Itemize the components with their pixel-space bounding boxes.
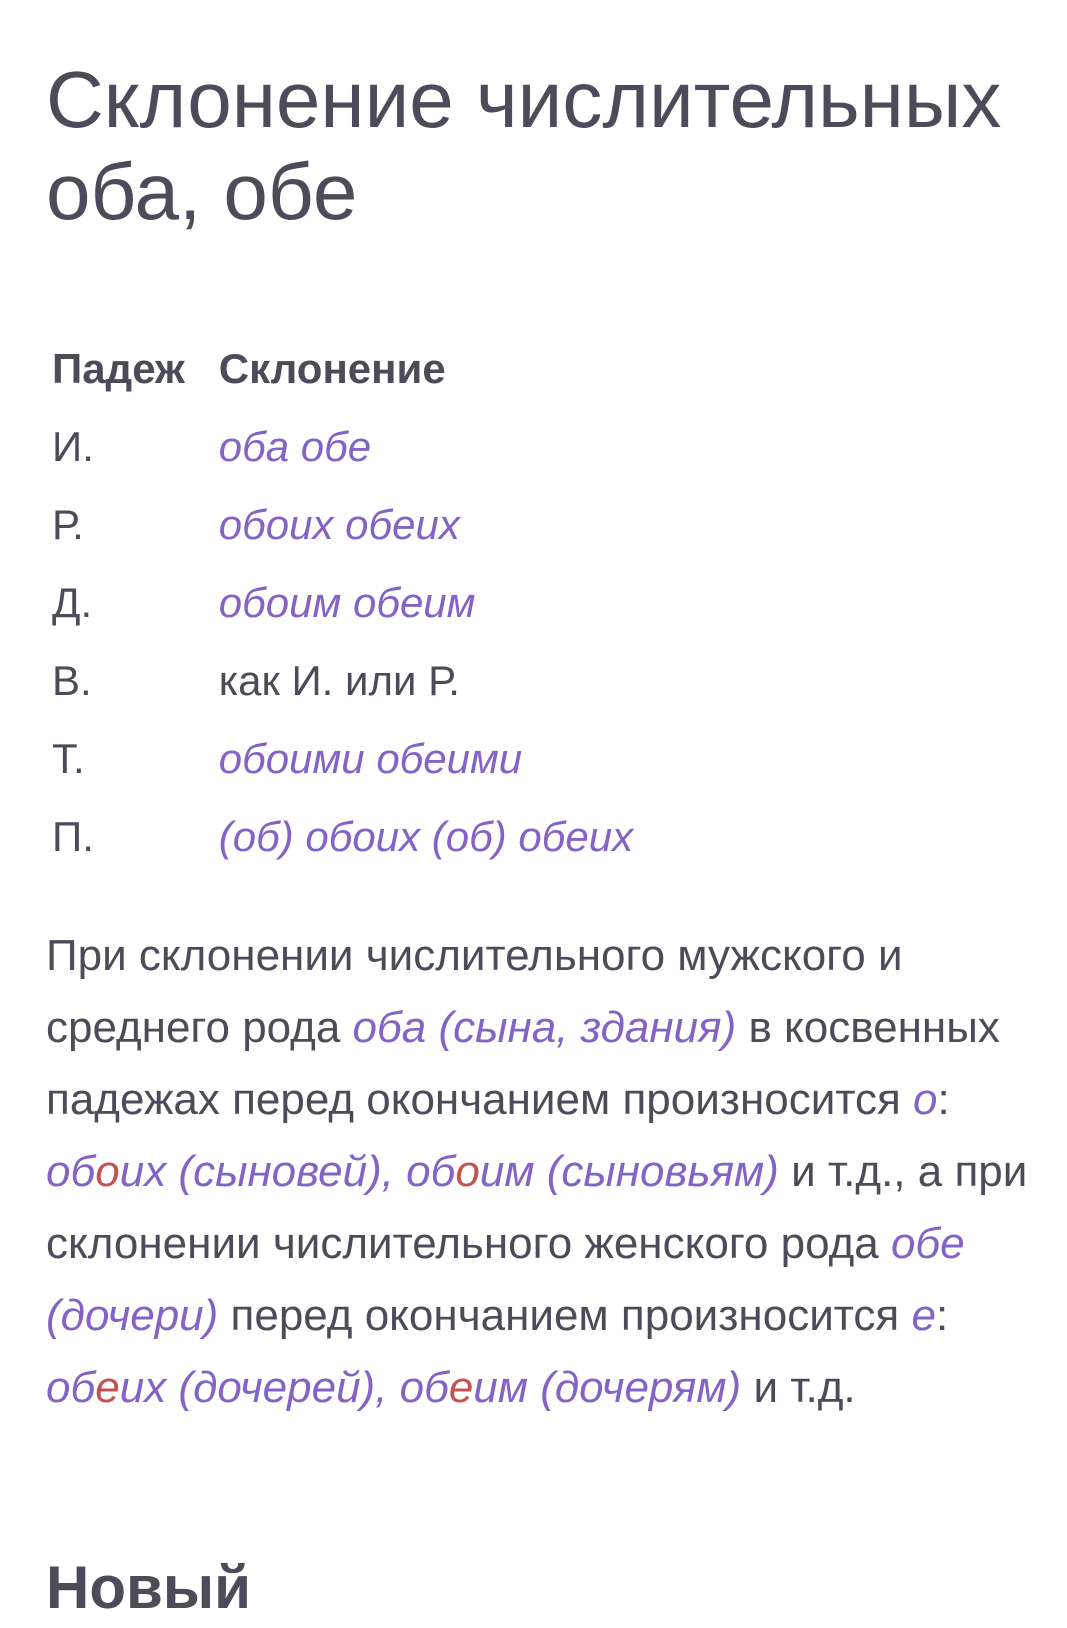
example-run: их (дочерей), об (119, 1363, 449, 1412)
table-row (46, 408, 661, 486)
text-run: При склонении числительного мужского и среднего рода (46, 931, 903, 1052)
header-declension: Склонение (218, 345, 446, 392)
table-row (46, 798, 661, 876)
form-cell: оба обе (218, 423, 372, 470)
highlight-letter: о (95, 1147, 120, 1196)
case-cell: Р. (52, 501, 84, 548)
text-run: перед окончанием произносится (218, 1291, 912, 1340)
case-cell: П. (52, 813, 94, 860)
example-run: им (дочерям) (473, 1363, 742, 1412)
explanation-paragraph (46, 920, 1031, 1424)
form-cell: (об) обоих (об) обеих (218, 813, 634, 860)
text-run: и т.д., а при склонении числительного женского рода (46, 1147, 1028, 1268)
form-cell: обоих обеих (218, 501, 460, 548)
page-title: Склонение числительных оба, обе (46, 55, 1002, 236)
text-run: в косвенных падежах перед окончанием произносится (46, 1003, 1000, 1124)
declension-table (46, 330, 661, 876)
highlight-letter: е (95, 1363, 120, 1412)
form-cell: обоими обеими (218, 735, 523, 782)
example-run: об (46, 1363, 96, 1412)
example-run: оба (сына, здания) (352, 1003, 737, 1052)
table-row (46, 642, 661, 720)
table-row (46, 720, 661, 798)
highlight-letter: о (455, 1147, 480, 1196)
example-run: об (46, 1147, 96, 1196)
table-row (46, 564, 661, 642)
case-cell: Д. (52, 579, 93, 626)
table-header-row (46, 330, 661, 408)
form-cell: обоим обеим (218, 579, 476, 626)
form-cell: как И. или Р. (218, 657, 460, 704)
example-run: о (913, 1075, 938, 1124)
example-run: обе (дочери) (46, 1219, 965, 1340)
example-run: е (911, 1291, 936, 1340)
example-run: им (сыновьям) (479, 1147, 779, 1196)
header-case: Падеж (52, 345, 185, 392)
text-run: : (937, 1075, 950, 1124)
text-run: и т.д. (741, 1363, 856, 1412)
case-cell: В. (52, 657, 92, 704)
table-row (46, 486, 661, 564)
highlight-letter: е (448, 1363, 474, 1412)
example-run: их (сыновей), об (119, 1147, 456, 1196)
next-section-heading: Новый (46, 1554, 251, 1621)
case-cell: И. (52, 423, 94, 470)
text-run: : (935, 1291, 949, 1340)
case-cell: Т. (52, 735, 85, 782)
